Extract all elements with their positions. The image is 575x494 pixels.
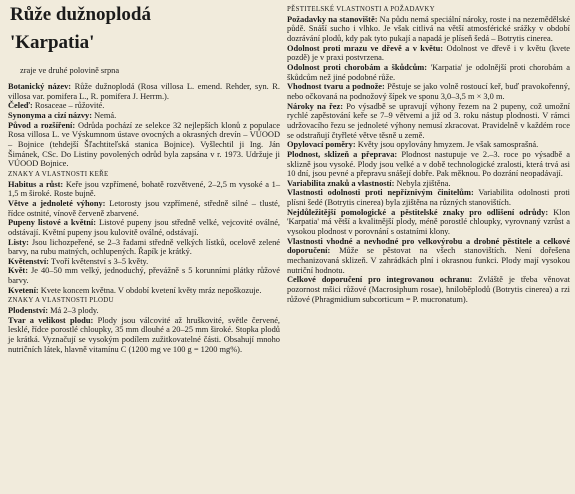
paragraph-label: Plodenství: [8, 306, 49, 316]
paragraph-label: Opylovací poměry: [287, 140, 356, 150]
right-paragraph [287, 82, 570, 101]
right-paragraph [287, 208, 570, 237]
title-line1: Růže dužnoplodá [10, 4, 151, 25]
right-paragraph [287, 179, 570, 189]
left-paragraph [8, 82, 280, 101]
left-column [8, 82, 280, 354]
right-paragraph [287, 15, 570, 44]
paragraph-label: Květenství: [8, 256, 49, 266]
paragraph-text: Je 40–50 mm velký, jednoduchý, převážně s 5 korunními plátky růžové barvy. [8, 266, 280, 286]
title-line2: 'Karpatia' [10, 32, 95, 53]
paragraph-label: Pupeny listové a květní: [8, 218, 96, 228]
paragraph-label: Nejdůležitější pomologické a pěstitelské znaky pro odlišení odrůdy: [287, 207, 549, 217]
left-paragraph [8, 316, 280, 355]
paragraph-text: Po výsadbě se upravují výhony řezem na 2 pupeny, což umožní rychlé zapěstování keře se 7–9 větvemi a již od 3. roku nástup plodnosti. V rámci udržovacího řezu se jednoleté výhony nemusí zkracovat. Pravidelně v každém roce se odstraňují čtyřleté větve těsně u země. [287, 101, 571, 140]
paragraph-label: Listy: [8, 237, 29, 247]
paragraph-label: Tvar a velikost plodu: [8, 315, 94, 325]
right-paragraph [287, 63, 570, 82]
paragraph-text: Odolnost ve dřevě i v květu (kvete pozdě) je v praxi postvrzena. [287, 43, 570, 63]
paragraph-label: Vhodnost tvaru a podnože: [287, 82, 385, 92]
left-paragraph [8, 266, 280, 285]
paragraph-label: Odolnost proti mrazu ve dřevě a v květu: [287, 43, 444, 53]
left-paragraph [8, 121, 280, 169]
paragraph-text: Na půdu nemá speciální nároky, roste i na nezemědělské půdě. Snáší sucho i vlhko. Je však citlivá na větší atmosférické srážky v období dozrávání plodů, kdy pak tyto pukají a napadá je plíseň šedá – Botrytis cinerea. [287, 14, 570, 43]
left-paragraph [8, 238, 280, 257]
paragraph-label: Požadavky na stanoviště: [287, 14, 378, 24]
right-paragraph [287, 102, 570, 141]
paragraph-text: Letorosty jsou vzpřímené, středně silné – tlusté, řídce ostnité, vínově červeně zbarvené. [8, 198, 280, 218]
paragraph-text: Květy jsou opylovány hmyzem. Je však samosprašná. [355, 140, 539, 150]
paragraph-text: Rosaceae – růžovité. [32, 101, 105, 111]
paragraph-text: Jsou lichozpeřené, se 2–3 řadami středně velkých lístků, ocelově zelené barvy, na rubu matných, ochlupených. Řapík je krátký. [8, 237, 280, 257]
paragraph-label: Plodnost, sklizeň a přepravа: [287, 149, 398, 159]
paragraph-label: Nároky na řez: [287, 101, 344, 111]
left-paragraph [8, 306, 280, 316]
right-paragraph [287, 188, 570, 207]
right-paragraph [287, 44, 570, 63]
left-paragraph [8, 286, 280, 296]
right-paragraph [287, 140, 570, 150]
paragraph-text: Listové pupeny jsou středně velké, vejcovité oválné, odstávají. Květní pupeny jsou kulovitě oválné, odstávají. [8, 218, 281, 237]
paragraph-text: Zvláště je třeba věnovat pozornost mšici růžové (Macrosiphum rosae), hniloběplodů (Botrytis cinerea) a rzi růžové (Phragmidium subcorticum = P. mucronatum). [287, 275, 570, 304]
right-paragraph [287, 275, 570, 304]
paragraph-label: Původ a rozšíření: [8, 120, 76, 130]
left-paragraph [8, 199, 280, 218]
left-paragraph [8, 257, 280, 267]
paragraph-text: Nemá. [91, 110, 117, 120]
paragraph-text: 'Karpatia' je odolnější proti chorobám a škůdcům než jiné podobné růže. [287, 62, 570, 82]
paragraph-text: Růže dužnoplodá (Rosa villosa L. emend. Rehder, syn. R. villosa var. pomifera L., R. pomifera J. Herrm.). [8, 82, 280, 101]
paragraph-text: Může se pěstovat na všech stanovištích. Není dořešena mechanizovaná sklizeň. V zahrádkách plní i okrasnou funkci. Plody mají vysokou nutriční hodnotu. [287, 246, 570, 275]
paragraph-label: Celkové doporučení pro integrovanou ochranu: [287, 275, 473, 285]
paragraph-label: Vlastnosti vhodné a nevhodné pro velkovýrobu a drobné pěstitele a celkové doporučení: [287, 236, 570, 256]
left-paragraph [8, 180, 280, 199]
left-section-heading: ZNAKY A VLASTNOSTI KEŘE [8, 170, 109, 178]
paragraph-label: Botanický název: [8, 82, 72, 91]
paragraph-label: Květ: [8, 266, 28, 276]
paragraph-text: Odrůda pochází ze selekce 32 nejlepších klonů z populace Rosa villosa L. ve Výskumnom ústave ovocných a okrasných drevín – VÚOOD – Bojnice (tehdejší Šľachtiteľská stanica Bojnice). Vyšlechtil ji Ing. Ján Šimánek, CSc. Do Listiny povolených odrůd byla zapsána v r. 1973. Udržuje ji VÚOOD Bojnice. [8, 120, 280, 169]
paragraph-text: Nebyla zjištěna. [394, 178, 451, 188]
paragraph-text: Kvete koncem května. V období kvetení květy mráz nepoškozuje. [38, 285, 262, 295]
paragraph-text: Pěstuje se jako volně rostoucí keř, buď pravokořenný, nebo očkovaná na podnožový šípek ve sponu 3,0–3,5 m × 3,0 m. [287, 82, 571, 101]
paragraph-text: Má 2–3 plody. [48, 306, 99, 316]
left-paragraph [8, 218, 280, 237]
paragraph-label: Větve a jednoleté výhony: [8, 198, 106, 208]
paragraph-label: Variabilita znaků a vlastností: [287, 178, 395, 188]
paragraph-text: Variabilita odolnosti proti plísni šedé (Botrytis cinerea) byla zjištěna na různých stanovištích. [287, 188, 570, 208]
left-paragraph [8, 111, 280, 121]
left-section-heading: ZNAKY A VLASTNOSTI PLODU [8, 297, 114, 305]
paragraph-label: Habitus a růst: [8, 179, 64, 189]
paragraph-text: Keře jsou vzpřímené, bohatě rozvětvené, 2–2,5 m vysoké a 1–1,5 m široké. Roste bujně. [8, 179, 281, 199]
paragraph-label: Čeleď: [8, 101, 33, 111]
ripening-subtitle: zraje ve druhé polovině srpna [20, 66, 120, 75]
left-paragraph [8, 101, 280, 111]
paragraph-text: Klon 'Karpatia' má větší a kvalitnější plody, méně porostlé chloupky, vyrovnaný vzrůst a vysokou plodnost v porovnání s ostatními klony. [287, 207, 570, 237]
right-paragraph [287, 237, 570, 276]
paragraph-label: Odolnost proti chorobám a škůdcům: [287, 62, 428, 72]
right-section-heading: PĚSTITELSKÉ VLASTNOSTI A POŽADAVKY [287, 6, 435, 13]
paragraph-label: Kvetení: [8, 285, 39, 295]
paragraph-text: Plodnost nastupuje ve 2.–3. roce po výsadbě a sklizně jsou vysoké. Plody jsou velké a v době technologické zralosti, která trvá asi 10 dní, jsou pevné a přepravu snášejí dobře. Pak měknou. Po dozrání neopadávají. [287, 149, 570, 179]
right-paragraph [287, 150, 570, 179]
paragraph-label: Synonyma a cizí názvy: [8, 110, 92, 120]
paragraph-label: Vlastnosti odolnosti proti nepříznivým činitelům: [287, 188, 474, 198]
paragraph-text: Tvoří květenství s 3–5 květy. [48, 256, 149, 266]
paragraph-text: Plody jsou válcovité až hruškovité, světle červené, lesklé, řídce porostlé chloupky, 35 mm dlouhé a 20–25 mm široké. Stopka plodů je krátká. Vyznačují se vysokým podílem zužitkovatelné části. Obsahují mnoho nutričních látek, hlavně vitamínu C (1200 mg ve 100 g = 1200 mg%). [8, 315, 281, 354]
